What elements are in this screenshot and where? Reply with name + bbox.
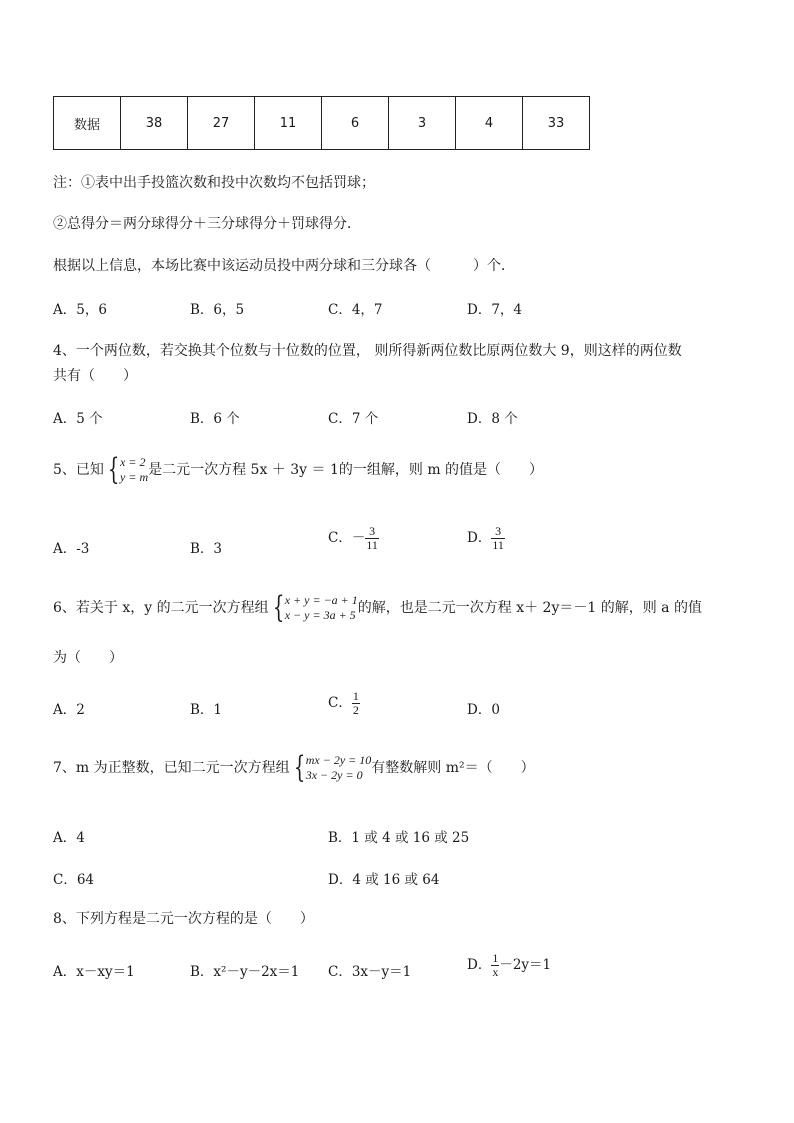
- option-d: D．7，4: [467, 302, 523, 318]
- brace-glyph: {: [272, 590, 284, 625]
- brace-glyph: {: [107, 452, 120, 487]
- option-b: B．6 个: [190, 411, 240, 427]
- data-table: [53, 96, 590, 150]
- option-c-label: C．－: [328, 530, 366, 546]
- option-a: A．2: [53, 702, 85, 718]
- equation-row: mx − 2y = 10: [305, 753, 372, 767]
- option-c-label: C．: [328, 695, 352, 711]
- question-5-prefix: 5、已知: [53, 462, 104, 478]
- option-d: D．4 或 16 或 64: [328, 872, 440, 888]
- option-d: [467, 952, 551, 979]
- denominator: 2: [352, 703, 359, 717]
- table-cell: 11: [255, 97, 322, 150]
- option-c: [328, 525, 379, 552]
- option-a: A．-3: [53, 541, 90, 557]
- fraction: [491, 525, 505, 552]
- brace-glyph: {: [293, 750, 305, 785]
- denominator: x: [492, 965, 499, 979]
- equation-row: y = m: [120, 470, 149, 484]
- option-d-label: D．: [467, 530, 492, 546]
- table-cell: 数据: [54, 97, 121, 150]
- option-d-rest: －2y＝1: [499, 957, 552, 973]
- fraction: [352, 690, 360, 717]
- option-b: B．6，5: [190, 302, 245, 318]
- option-a: A．5 个: [53, 411, 103, 427]
- numerator: 3: [365, 525, 379, 539]
- option-b: B．1: [190, 702, 223, 718]
- option-b: B．1 或 4 或 16 或 25: [328, 830, 470, 846]
- numerator: 1: [352, 689, 359, 703]
- note-2: ②总得分＝两分球得分＋三分球得分＋罚球得分．: [53, 216, 361, 232]
- denominator: 11: [366, 538, 378, 552]
- equation-row: x − y = 3a + 5: [284, 608, 356, 622]
- numerator: 3: [491, 525, 505, 539]
- question-6-text: 的解，也是二元一次方程 x＋ 2y＝－1 的解，则 a 的值: [357, 600, 702, 616]
- table-cell: 38: [121, 97, 188, 150]
- equation-system: [120, 455, 148, 485]
- question-7-text: 有整数解则 m²＝（ ）: [371, 760, 535, 776]
- question-4-line-2: 共有（ ）: [53, 368, 137, 384]
- equation-row: 3x − 2y = 0: [305, 768, 363, 782]
- note-1: 注：①表中出手投篮次数和投中次数均不包括罚球；: [53, 175, 375, 191]
- table-cell: 3: [389, 97, 456, 150]
- table-cell: 27: [188, 97, 255, 150]
- question-3-stem: 根据以上信息，本场比赛中该运动员投中两分球和三分球各（ ）个．: [53, 258, 515, 274]
- question-6-line-2: 为（ ）: [53, 650, 123, 666]
- question-8: 8、下列方程是二元一次方程的是（ ）: [53, 911, 314, 927]
- table-cell: 6: [322, 97, 389, 150]
- option-a: A．4: [53, 830, 85, 846]
- option-b: B．x²－y－2x＝1: [190, 964, 300, 980]
- option-d: [467, 525, 505, 552]
- table-row: [54, 97, 590, 150]
- question-7: [53, 750, 535, 785]
- option-c: [328, 690, 360, 717]
- option-c: C．64: [53, 872, 95, 888]
- question-4-line-1: 4、一个两位数，若交换其个位数与十位数的位置， 则所得新两位数比原两位数大 9，则这样的两位数: [53, 343, 682, 359]
- equation-row: x = 2: [120, 455, 146, 469]
- option-a: A．x－xy＝1: [53, 964, 135, 980]
- option-c: C．3x－y＝1: [328, 964, 412, 980]
- question-7-prefix: 7、m 为正整数，已知二元一次方程组: [53, 760, 290, 776]
- option-c: C．7 个: [328, 411, 379, 427]
- question-6-prefix: 6、若关于 x，y 的二元一次方程组: [53, 600, 269, 616]
- option-d-label: D．: [467, 957, 492, 973]
- equation-system: [306, 753, 372, 783]
- question-5: [53, 452, 544, 487]
- equation-system: [285, 593, 358, 623]
- option-c: C．4，7: [328, 302, 383, 318]
- option-a: A．5，6: [53, 302, 107, 318]
- question-6: [53, 590, 702, 625]
- table-cell: 4: [456, 97, 523, 150]
- option-d: D．8 个: [467, 411, 518, 427]
- denominator: 11: [492, 538, 504, 552]
- option-b: B．3: [190, 541, 223, 557]
- equation-row: x + y = −a + 1: [284, 593, 358, 607]
- question-5-text: 是二元一次方程 5x ＋ 3y ＝ 1的一组解，则 m 的值是（ ）: [148, 462, 544, 478]
- fraction: [365, 525, 379, 552]
- option-d: D．0: [467, 702, 500, 718]
- numerator: 1: [492, 951, 499, 965]
- table-cell: 33: [523, 97, 590, 150]
